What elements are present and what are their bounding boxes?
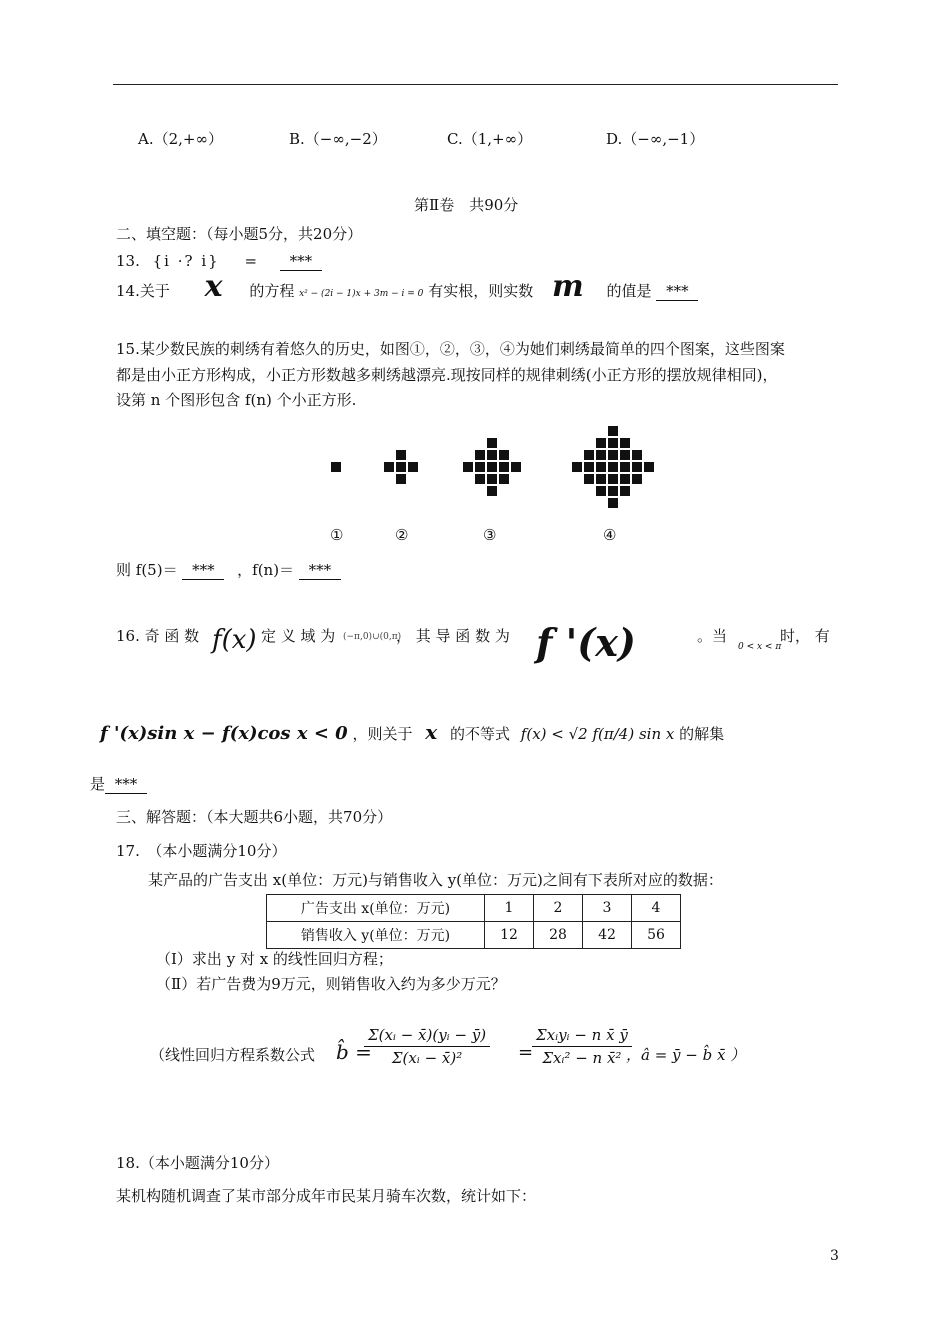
q16-domain: (−π,0)∪(0,π): [343, 632, 402, 642]
q16-target: f(x) < √2 f(π/4) sin x: [520, 725, 675, 743]
table-cell: 2: [534, 895, 583, 922]
q14-var-x: x: [204, 269, 223, 304]
q18-intro: 某机构随机调查了某市部分成年市民某月骑车次数，统计如下：: [116, 1187, 537, 1205]
q14-suffix: 的值是: [606, 282, 652, 300]
q16-when: 。当: [697, 627, 728, 645]
table-cell: 销售收入 y(单位：万元): [267, 922, 485, 949]
q16-set: 的解集: [679, 725, 725, 743]
q17-intro: 某产品的广告支出 x(单位：万元)与销售收入 y(单位：万元)之间有下表所对应的数据：: [148, 871, 723, 889]
q16-about: ，则关于: [352, 725, 413, 743]
q16-num: 16. 奇 函 数: [116, 627, 200, 645]
q15-label-2: ②: [395, 526, 409, 544]
option-d: D.（−∞,−1）: [606, 130, 705, 148]
formula-prefix: （线性回归方程系数公式: [150, 1046, 316, 1064]
table-cell: 广告支出 x(单位：万元): [267, 895, 485, 922]
table-row: [267, 922, 681, 949]
table-cell: 1: [485, 895, 534, 922]
page-number: 3: [830, 1248, 839, 1264]
q16-of: 的不等式: [450, 725, 511, 743]
q13-expr: {i ·? i}: [152, 252, 220, 270]
question-14: [116, 269, 698, 304]
q14-equation: x² − (2i − 1)x + 3m − i = 0: [299, 289, 424, 299]
q15-line2: 都是由小正方形构成，小正方形数越多刺绣越漂亮.现按同样的规律刺绣(小正方形的摆放规律相同)，: [116, 366, 778, 384]
pattern-2: [384, 450, 418, 484]
option-c: C.（1,+∞）: [447, 130, 533, 148]
table-row: [267, 895, 681, 922]
option-a: A.（2,+∞）: [138, 130, 223, 148]
q17-part1: （Ⅰ）求出 y 对 x 的线性回归方程；: [156, 950, 393, 968]
q13-blank: ***: [280, 252, 322, 271]
section-2-title: 第Ⅱ卷 共90分: [414, 196, 519, 214]
q16-time: 时， 有: [780, 627, 830, 645]
section-3-heading: 三、解答题：（本大题共6小题，共70分）: [116, 808, 393, 826]
formula-a: ，â = ȳ − b̂ x̄ ）: [626, 1046, 746, 1064]
q15-label-4: ④: [603, 526, 617, 544]
q13-eq: =: [244, 252, 258, 270]
formula-num-1: Σ(xᵢ − x̄)(yᵢ − ȳ): [364, 1010, 490, 1047]
q14-prefix: 14.关于: [116, 282, 170, 300]
q15-label-1: ①: [330, 526, 344, 544]
pattern-1: [331, 462, 341, 472]
table-cell: 12: [485, 922, 534, 949]
formula-num-2: Σxᵢyᵢ − n x̄ ȳ: [532, 1010, 632, 1047]
q16-fx: f(x): [212, 625, 257, 655]
q15-blank-1: ***: [182, 561, 224, 580]
q16-is: 是: [90, 775, 106, 793]
q17-title: 17. （本小题满分10分）: [116, 842, 287, 860]
formula-eq: =: [518, 1042, 534, 1063]
q15-line3: 设第 n 个图形包含 f(n) 个小正方形.: [116, 391, 357, 409]
q15-sep: ，f(n)＝: [237, 561, 295, 579]
q15-line1: 15.某少数民族的刺绣有着悠久的历史，如图①，②，③，④为她们刺绣最简单的四个图案，这些图案: [116, 340, 785, 358]
q16-domain-text: 定 义 域 为: [261, 627, 336, 645]
table-cell: 4: [632, 895, 681, 922]
formula-frac-1: [364, 1010, 490, 1067]
option-b: B.（−∞,−2）: [289, 130, 387, 148]
q16-fpx: f '(x): [536, 620, 636, 665]
q14-blank: ***: [656, 282, 698, 301]
fill-heading: 二、填空题：（每小题5分，共20分）: [116, 225, 363, 243]
q15-label-3: ③: [483, 526, 497, 544]
q14-mid: 的方程: [249, 282, 295, 300]
q15-answer-prefix: 则 f(5)＝: [116, 561, 178, 579]
formula-den-1: Σ(xᵢ − x̄)²: [391, 1049, 463, 1067]
q16-line3: [90, 773, 147, 794]
q18-title: 18.（本小题满分10分）: [116, 1154, 279, 1172]
table-cell: 56: [632, 922, 681, 949]
q16-ineq: f '(x)sin x − f(x)cos x < 0: [100, 723, 348, 744]
q17-table: [266, 894, 681, 949]
q17-part2: （Ⅱ）若广告费为9万元，则销售收入约为多少万元？: [156, 975, 506, 993]
formula-den-2: Σxᵢ² − n x̄²: [542, 1049, 622, 1067]
formula-b: b̂ =: [336, 1040, 372, 1064]
table-cell: 42: [583, 922, 632, 949]
q14-mid2: 有实根，则实数: [428, 282, 534, 300]
q16-var-x: x: [425, 720, 438, 744]
table-cell: 28: [534, 922, 583, 949]
q16-deriv-text: ， 其 导 函 数 为: [396, 627, 510, 645]
q15-answer: [116, 559, 341, 580]
table-cell: 3: [583, 895, 632, 922]
q15-blank-2: ***: [299, 561, 341, 580]
formula-frac-2: [532, 1010, 632, 1067]
q13-num: 13.: [116, 252, 140, 270]
pattern-3: [463, 438, 521, 496]
q16-cond: 0 < x < π: [738, 642, 782, 652]
pattern-4: [572, 426, 654, 508]
q14-var-m: m: [551, 269, 584, 304]
top-rule: [113, 84, 838, 85]
q15-patterns: [320, 420, 670, 510]
q16-blank: ***: [105, 775, 147, 794]
q16-line2: [100, 720, 724, 744]
